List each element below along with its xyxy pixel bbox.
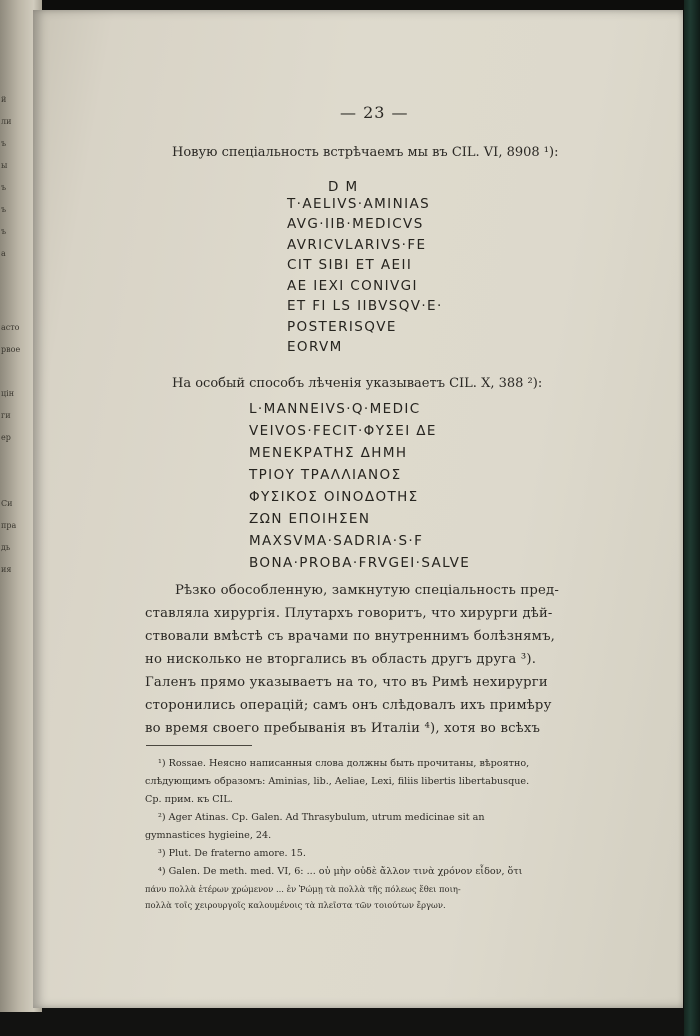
footnote-line: πάνυ πολλὰ ἑτέρων χρώμενον ... ἐν Ῥώμῃ τὰ πολλὰ τῆς πόλεως ἔθει ποιη- — [145, 884, 461, 894]
inscription-line: ΖΩΝ ΕΠΟΙΗΣΕΝ — [249, 511, 371, 527]
left-page-fragment: рвое — [1, 345, 21, 354]
inscription-line: AVG·IIB·MEDICVS — [287, 216, 424, 232]
inscription-line: MAXSVMA·SADRIA·S·F — [249, 533, 424, 549]
left-page-fragment: ы — [1, 161, 8, 170]
left-page-fragment: дь — [1, 543, 11, 552]
left-page-fragment: ги — [1, 411, 11, 420]
footnote-line: ¹) Rossae. Неясно написанныя слова должны быть прочитаны, вѣроятно, — [158, 758, 530, 769]
book-binding — [0, 1008, 700, 1036]
left-page-fragment: ли — [1, 117, 12, 126]
inscription-line: T·AELIVS·AMINIAS — [287, 196, 431, 212]
inscription-line: ET FI LS IIBVSQV·E· — [287, 298, 443, 314]
inscription-line: ΦΥΣΙΚΟΣ ΟΙΝΟΔΟΤΗΣ — [249, 489, 419, 505]
inscription-line: ΤΡΙΟΥ ΤΡΑΛΛΙΑΝΟΣ — [249, 467, 402, 483]
inscription-line: L·MANNEIVS·Q·MEDIC — [249, 401, 421, 417]
footnote-line: слѣдующимъ образомъ: Aminias, lib., Aeliae, Lexi, filiis libertis libertabusque. — [145, 776, 530, 787]
inscription-line: CIT SIBI ET AEII — [287, 257, 413, 273]
left-page-fragment: цін — [1, 389, 15, 398]
inscription-line: EORVM — [287, 339, 343, 355]
inscription-line: AE IEXI CONIVGI — [287, 278, 418, 294]
inscription-line: POSTERISQVE — [287, 319, 397, 335]
footnote-line: ³) Plut. De fraterno amore. 15. — [158, 848, 306, 859]
left-page-fragment: ъ — [1, 183, 7, 192]
left-page-fragment: асто — [1, 323, 20, 332]
body-line: во время своего пребыванія въ Италіи ⁴), хотя во всѣхъ — [145, 721, 541, 736]
left-page-fragment: ъ — [1, 139, 7, 148]
left-page-fragment: й — [1, 95, 7, 104]
left-page-fragment: а — [1, 249, 6, 258]
body-line: ставляла хирургія. Плутархъ говоритъ, что хирурги дѣй- — [145, 606, 553, 621]
left-page-fragment: ия — [1, 565, 12, 574]
left-page-fragment: Си — [1, 499, 13, 508]
intro-text-1: Новую спеціальность встрѣчаемъ мы въ CIL. VI, 8908 ¹): — [172, 145, 559, 160]
body-line: Галенъ прямо указываетъ на то, что въ Римѣ нехирурги — [145, 675, 548, 690]
inscription-line: BONA·PROBA·FRVGEI·SALVE — [249, 555, 471, 571]
left-page-fragment: ъ — [1, 227, 7, 236]
left-page-fragment: ъ — [1, 205, 7, 214]
book-cover-edge — [684, 0, 700, 1036]
left-page-fragment: ер — [1, 433, 11, 442]
body-line: ствовали вмѣстѣ съ врачами по внутреннимъ болѣзнямъ, — [145, 629, 556, 644]
footnote-line: πολλὰ τοῖς χειρουργοῖς καλουμένοις τὰ πλεῖστα τῶν τοιούτων ἔργων. — [145, 900, 446, 910]
body-line: сторонились операцій; самъ онъ слѣдовалъ ихъ примѣру — [145, 698, 552, 713]
page-number: — 23 — — [340, 103, 409, 122]
body-line: Рѣзко обособленную, замкнутую спеціальность пред- — [175, 583, 559, 598]
inscription-line: ΜΕΝΕΚΡΑΤΗΣ ΔΗΜΗ — [249, 445, 408, 461]
footnote-line: gymnastices hygieine, 24. — [145, 830, 272, 841]
footnote-divider — [146, 745, 252, 746]
left-page-fragment: пра — [1, 521, 17, 530]
body-line: но нисколько не вторгались въ область другъ друга ³). — [145, 652, 537, 667]
intro-text-2: На особый способъ лѣченія указываетъ CIL. X, 388 ²): — [172, 376, 543, 391]
inscription-line: VEIVOS·FECIT·ΦΥΣΕΙ ΔΕ — [249, 423, 437, 439]
inscription-line: AVRICVLARIVS·FE — [287, 237, 427, 253]
footnote-line: Ср. прим. къ CIL. — [145, 794, 233, 805]
footnote-line: ⁴) Galen. De meth. med. VI, 6: ... οὐ μὴν οὐδὲ ἄλλον τινὰ χρόνον εἶδον, ὅτι — [158, 866, 523, 877]
footnote-line: ²) Ager Atinas. Cp. Galen. Ad Thrasybulum, utrum medicinae sit an — [158, 812, 485, 823]
inscription-line: D M — [328, 179, 359, 195]
